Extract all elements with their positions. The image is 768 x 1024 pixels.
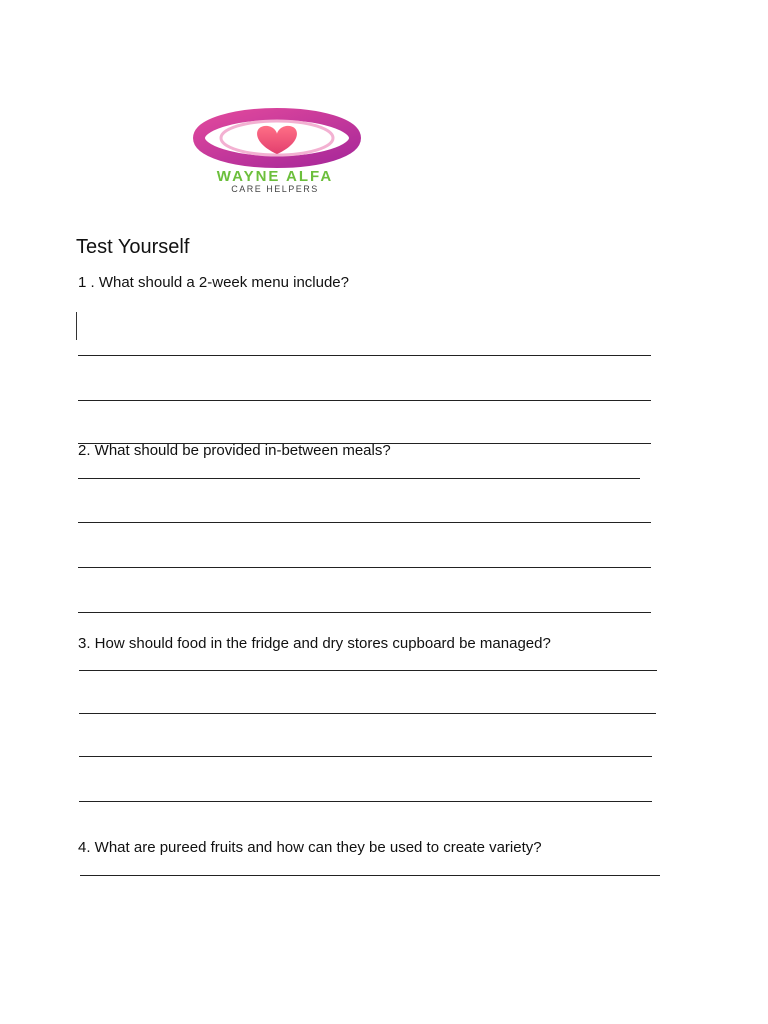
answer-line[interactable] — [79, 756, 652, 757]
question-2: 2. What should be provided in-between meals? — [78, 442, 391, 459]
answer-line[interactable] — [78, 400, 651, 401]
answer-line[interactable] — [79, 670, 657, 671]
answer-line[interactable] — [80, 875, 660, 876]
page-title: Test Yourself — [76, 236, 190, 258]
answer-line[interactable] — [78, 478, 640, 479]
answer-line[interactable] — [78, 522, 651, 523]
company-logo — [180, 108, 370, 198]
logo-name: WAYNE ALFA — [216, 168, 334, 185]
answer-line[interactable] — [79, 801, 652, 802]
text-cursor — [76, 312, 77, 340]
heart-swirl-icon — [180, 108, 370, 170]
logo-subtitle: CARE HELPERS — [231, 184, 319, 194]
answer-line[interactable] — [78, 355, 651, 356]
question-4: 4. What are pureed fruits and how can they be used to create variety? — [78, 839, 542, 856]
answer-line[interactable] — [79, 713, 656, 714]
answer-line[interactable] — [78, 612, 651, 613]
question-1: 1 . What should a 2-week menu include? — [78, 274, 349, 291]
answer-line[interactable] — [78, 567, 651, 568]
question-3: 3. How should food in the fridge and dry stores cupboard be managed? — [78, 635, 551, 652]
